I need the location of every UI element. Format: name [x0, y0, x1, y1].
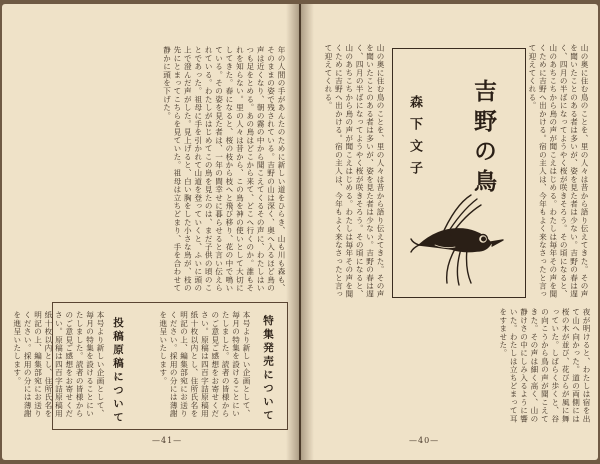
- left-page: [2, 4, 299, 460]
- right-body-text-column: 山の奥に住む鳥のことを、里の人々は昔から語り伝えてきた。その声を聞いたことのある者は多いが、姿を見た者は少ない。吉野の春は遅く、四月の半ばになってようやく桜が咲きそろう。その頃になると、山のあちこちから鳥の声が聞こえはじめる。わたしは毎年その声を聞くために吉野へ出かける。宿の主人は、今年もよく来なさったと言って迎えてくれる。: [527, 44, 589, 299]
- article-title: 吉野の鳥: [470, 79, 497, 199]
- left-page-number: —41—: [152, 436, 183, 445]
- notice-heading-submissions: 投稿原稿について: [112, 317, 124, 425]
- notice-body-text-2: 本号より新しい企画として、毎月の特集を設けることにいたしました。読者の皆様からのご意見ご感想をお寄せください。原稿は四百字詰原稿用紙十枚以内とし、住所氏名を明記の上、編集部宛にお送りください。採用の分には薄謝を進呈いたします。: [12, 311, 105, 418]
- right-body-text-upper: 山の奥に住む鳥のことを、里の人々は昔から語り伝えてきた。その声を聞いたことのある者は多いが、姿を見た者は少ない。吉野の春は遅く、四月の半ばになってようやく桜が咲きそろう。その頃になると、山のあちこちから鳥の声が聞こえはじめる。わたしは毎年その声を聞くために吉野へ出かける。宿の主人は、今年もよく来なさったと言って迎えてくれる。: [323, 44, 385, 299]
- left-body-text: 年の人間の手があんたのために新しい道をひらき、山も川も森も、そのままの姿で残されている。吉野の山は深く、奥へ入るほど鳥の声は近くなり、朝の霧の中から聞こえてくるその声に、わたしはいつも足をとめる。あの鳥はどこから来て、どこへ行くのか。誰もそれを知らない。里の人々は昔から、この鳥を神の使いとして大切にしてきた。春になると、桜の枝から枝へと飛び移り、花の中で鳴いている。その姿を見た者は、一年の間幸せに暮らせると言い伝えられている。わたしがはじめてこの鳥を見たのは、まだ子供の頃のことであった。祖母に手を引かれて山道を登っていくと、ふいに頭の上で澄んだ声がした。見上げると、白い胸をした小さな鳥が、枝の先にとまってこちらを見ていた。祖母は立ちどまり、手を合わせて静かに頭を下げた。: [162, 46, 286, 292]
- notice-heading-special-issue: 特集発売について: [262, 315, 274, 423]
- bird-illustration: [411, 187, 511, 287]
- notice-body-text: 本号より新しい企画として、毎月の特集を設けることにいたしました。読者の皆様からのご意見ご感想をお寄せください。原稿は四百字詰原稿用紙十枚以内とし、住所氏名を明記の上、編集部宛にお送りください。採用の分には薄謝を進呈いたします。: [158, 311, 251, 418]
- article-author: 森下文子: [407, 95, 422, 183]
- title-box: [392, 48, 526, 298]
- right-page-number: —40—: [409, 436, 440, 445]
- notice-box: [12, 302, 288, 430]
- right-body-text-lower: 夜が明けると、わたしは宿を出て山へ向かった。道の両側には桜の木が並び、花びらが風に舞っていた。しばらく歩くと、谷の向こうから鳥の声が聞こえてきた。その声は細く高く、山の静けさの中にしみ入るように響いた。わたしは立ちどまって耳をすませた。: [498, 308, 591, 423]
